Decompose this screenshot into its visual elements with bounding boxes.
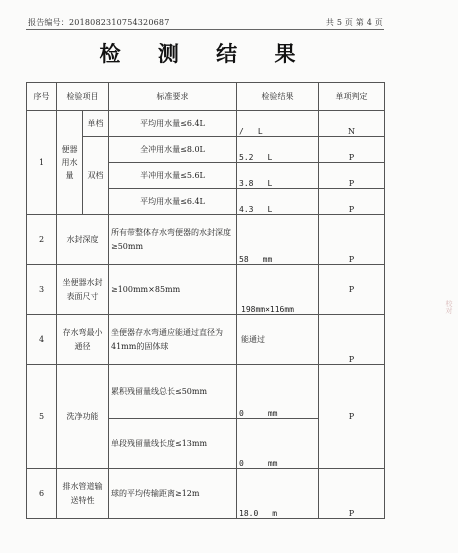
judgment: P (319, 137, 385, 163)
judgment: P (319, 189, 385, 215)
judgment: P (319, 163, 385, 189)
requirement: 所有带整体存水弯便器的水封深度≥50mm (109, 215, 237, 265)
item-name: 坐便器水封表面尺寸 (57, 265, 109, 315)
judgment: N (319, 111, 385, 137)
judgment: P (319, 469, 385, 519)
requirement: 坐便器存水弯通应能通过直径为41mm的固体球 (109, 315, 237, 365)
table-row (27, 469, 385, 519)
dual-flush-label: 双档 (83, 137, 109, 215)
report-number: 报告编号：2018082310754320687 (28, 18, 170, 27)
requirement: 半冲用水量≤5.6L (109, 163, 237, 189)
result-value: 0 mm (237, 419, 319, 469)
judgment: P (319, 365, 385, 469)
col-header-result: 检验结果 (237, 83, 319, 111)
table-header-row (27, 83, 385, 111)
requirement: 全冲用水量≤8.0L (109, 137, 237, 163)
judgment: P (319, 215, 385, 265)
judgment: P (319, 265, 385, 315)
judgment: P (319, 315, 385, 365)
result-value: 18.0 m (237, 469, 319, 519)
requirement: 平均用水量≤6.4L (109, 189, 237, 215)
table-row (27, 315, 385, 365)
item-number: 6 (27, 469, 57, 519)
item-number: 4 (27, 315, 57, 365)
result-value: 3.8 L (237, 163, 319, 189)
requirement: 球的平均传输距离≥12m (109, 469, 237, 519)
result-value: 0 mm (237, 365, 319, 419)
results-table (26, 82, 385, 519)
col-header-no: 序号 (27, 83, 57, 111)
result-value: 58 mm (237, 215, 319, 265)
requirement: ≥100mm×85mm (109, 265, 237, 315)
item-name: 水封深度 (57, 215, 109, 265)
table-row (27, 365, 385, 419)
item-number: 5 (27, 365, 57, 469)
page-title: 检 测 结 果 (99, 41, 311, 66)
table-row (27, 215, 385, 265)
item-number: 2 (27, 215, 57, 265)
item-name: 便器用水量 (57, 111, 83, 215)
result-value: 198mm×116mm (237, 265, 319, 315)
item-name: 洗净功能 (57, 365, 109, 469)
col-header-judgment: 单项判定 (319, 83, 385, 111)
requirement: 平均用水量≤6.4L (109, 111, 237, 137)
page-info: 共 5 页 第 4 页 (325, 18, 383, 27)
requirement: 单段残留量线长度≤13mm (109, 419, 237, 469)
result-value: 4.3 L (237, 189, 319, 215)
result-value: / L (237, 111, 319, 137)
result-value: 能通过 (237, 315, 319, 365)
single-flush-label: 单档 (83, 111, 109, 137)
item-name: 排水管道输送特性 (57, 469, 109, 519)
result-value: 5.2 L (237, 137, 319, 163)
table-row (27, 111, 385, 137)
requirement: 累积残留量线总长≤50mm (109, 365, 237, 419)
col-header-item: 检验项目 (57, 83, 109, 111)
col-header-requirement: 标准要求 (109, 83, 237, 111)
table-row (27, 265, 385, 315)
item-number: 1 (27, 111, 57, 215)
header-divider (26, 29, 384, 30)
item-name: 存水弯最小通径 (57, 315, 109, 365)
item-number: 3 (27, 265, 57, 315)
margin-note: 校对 (445, 300, 453, 314)
